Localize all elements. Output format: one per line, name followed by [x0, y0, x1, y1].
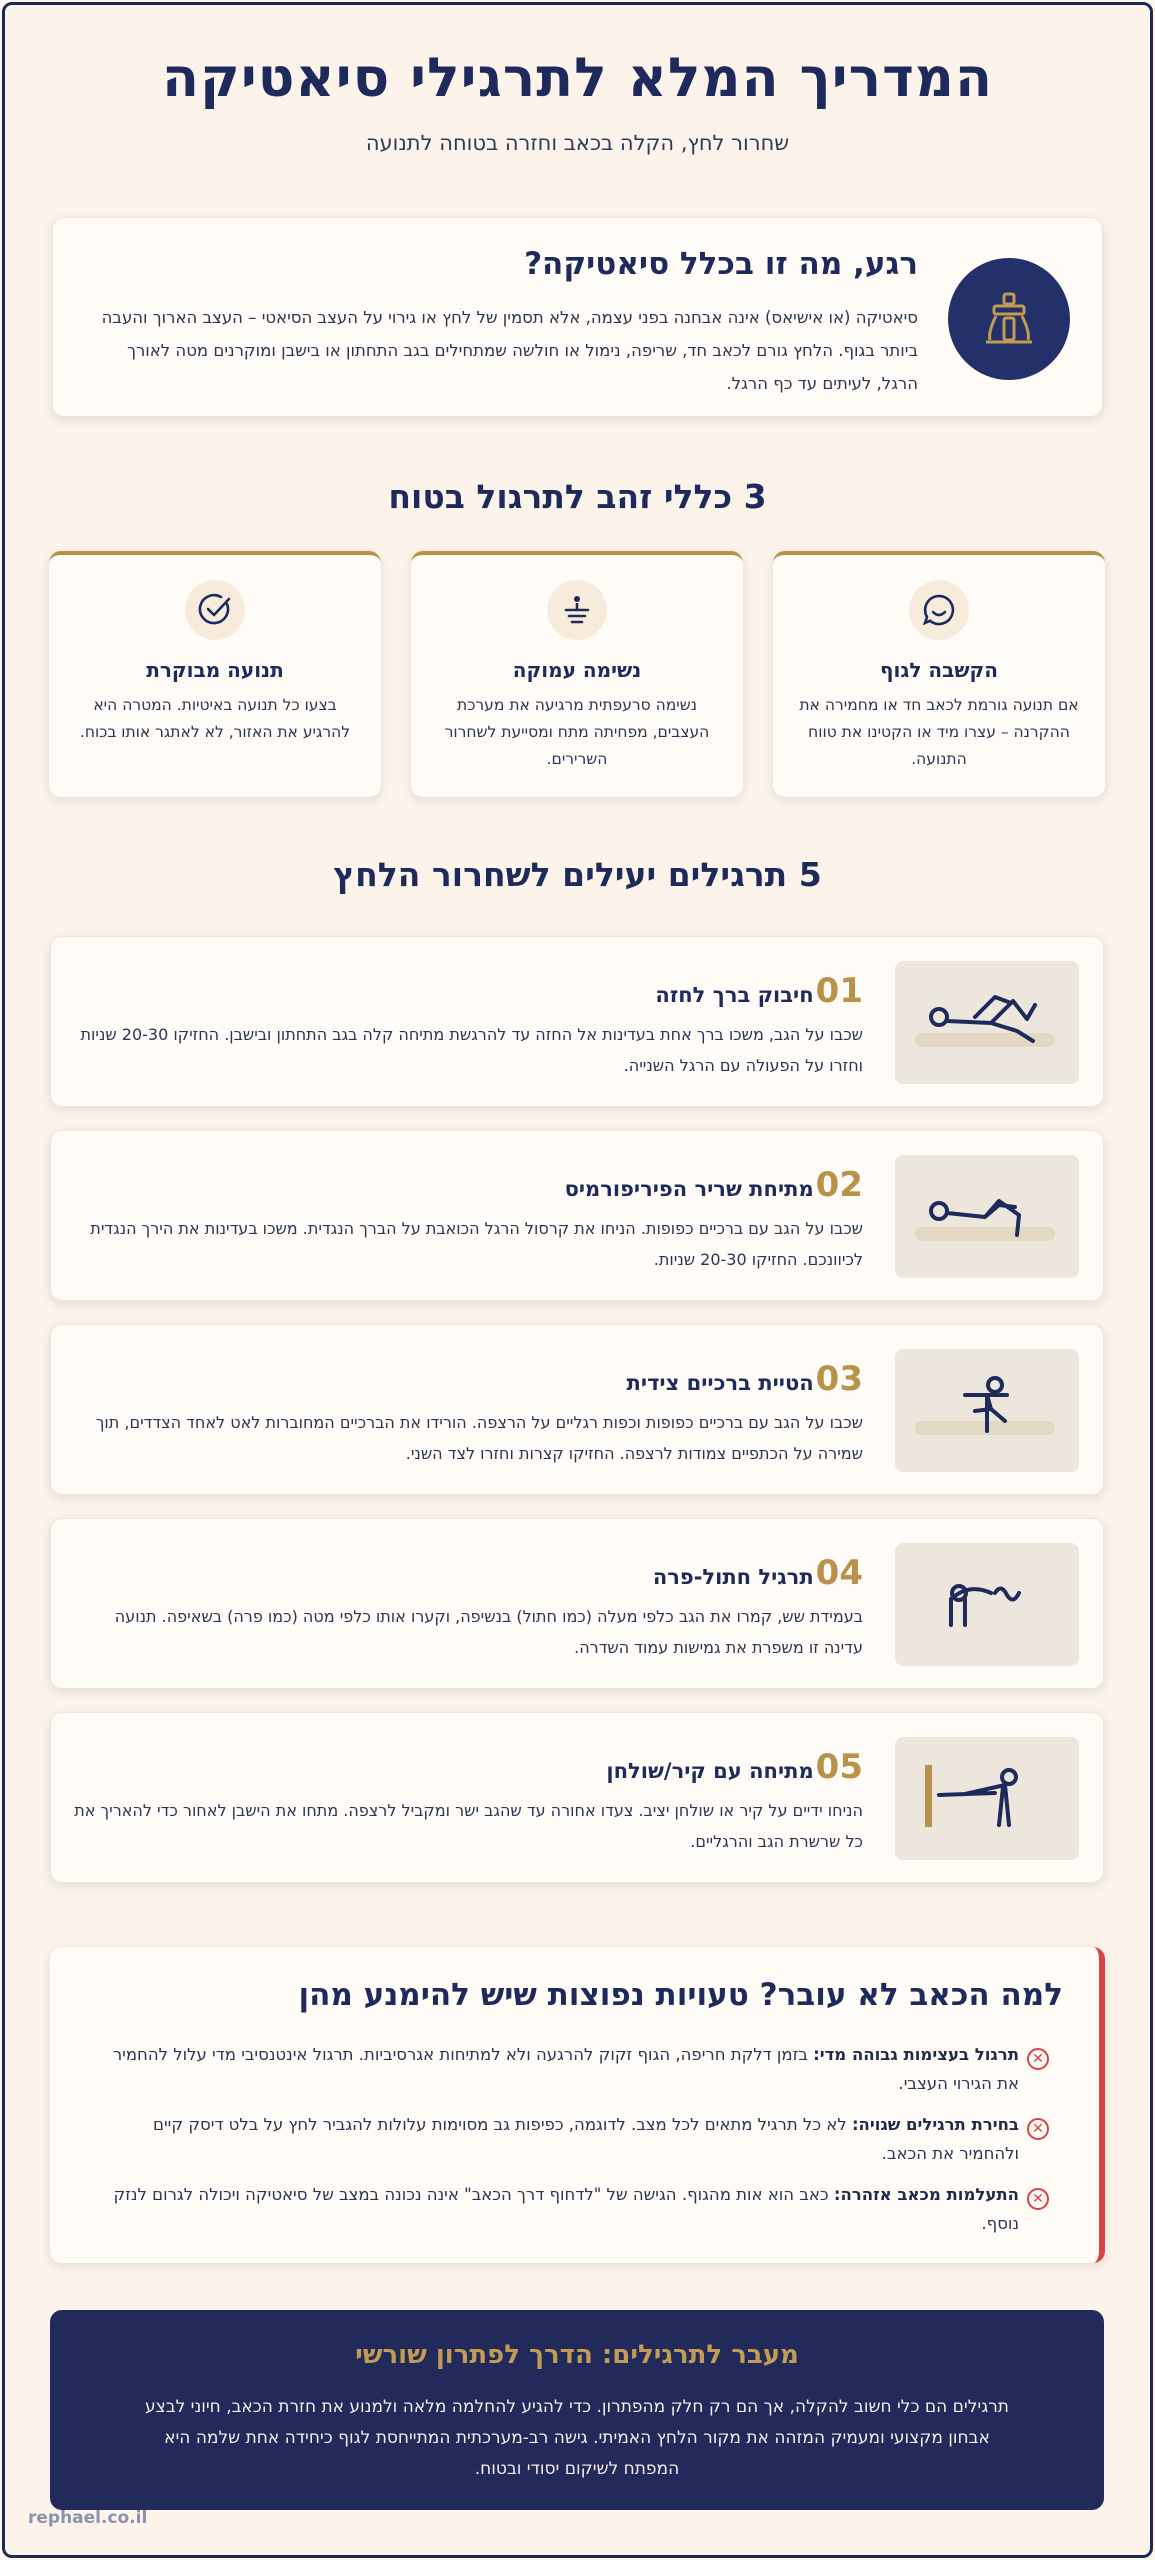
piriformis-illustration [895, 1155, 1079, 1278]
rules-title: 3 כללי זהב לתרגול בטוח [388, 477, 767, 516]
exercise-description: שכבו על הגב עם ברכיים כפופות וכפות רגליים על הרצפה. הורידו את הברכיים המחוברות לאט לאחד הצדדים, תוך שמירה על הכתפיים צמודות לרצפה. החזיקו קצרות וחזרו לצד השני. [95, 1413, 863, 1463]
exercise-card [50, 1518, 1104, 1689]
exercise-head [653, 1553, 863, 1593]
exercise-head [565, 1165, 863, 1205]
mistake-text: בזמן דלקת חריפה, הגוף זקוק להרגעה ולא למתיחות אגרסיביות. תרגול אינטנסיבי מדי עלול להחמיר את הגירוי העצבי. [112, 2045, 1019, 2093]
close-circle-icon: ✕ [1027, 2048, 1049, 2070]
rule-title: תנועה מבוקרת [146, 658, 284, 682]
rule-title: נשימה עמוקה [512, 658, 642, 682]
intro-card [52, 217, 1103, 417]
rule-text: בצעו כל תנועה באיטיות. המטרה היא להרגיע את האזור, לא לאתגר אותו בכוח. [79, 696, 351, 741]
beyond-title: מעבר לתרגילים: הדרך לפתרון שורשי [355, 2340, 799, 2370]
rule-text: נשימה סרעפתית מרגיעה את מערכת העצבים, מפחיתה מתח ומסייעת לשחרור השרירים. [444, 696, 710, 768]
mistake-heading: התעלמות מכאב אזהרה: [833, 2185, 1019, 2204]
close-circle-icon: ✕ [1027, 2118, 1049, 2140]
mistake-text: לא כל תרגיל מתאים לכל מצב. לדוגמה, כפיפות גב מסוימות עלולות להגביר לחץ על בלט דיסק קיים ולהחמיר את הכאב. [153, 2115, 1019, 2163]
knee-to-chest-illustration [895, 961, 1079, 1084]
intro-body: סיאטיקה (או אישיאס) אינה אבחנה בפני עצמה, אלא תסמין של לחץ או גירוי על העצב הסיאטי – העצב הארוך והעבה ביותר בגוף. הלחץ גורם לכאב חד, שריפה, נימול או חולשה שמתחילים בגב התחתון או בישבן ומוקרנים מטה לאורך הרגל, לעיתים עד כף הרגל. [101, 308, 918, 393]
exercise-description: הניחו ידיים על קיר או שולחן יציב. צעדו אחורה עד שהגב ישר ומקביל לרצפה. מתחו את הישבן לאחור כדי להאריך את כל שרשרת הגב והרגליים. [74, 1801, 863, 1851]
mistake-heading: בחירת תרגילים שגויה: [851, 2115, 1019, 2134]
exercise-head [655, 971, 863, 1011]
exercise-head [606, 1747, 863, 1787]
mistake-text: כאב הוא אות מהגוף. הגישה של "לדחוף דרך הכאב" אינה נכונה במצב של סיאטיקה ויכולה לגרום לנזק נוסף. [113, 2185, 1019, 2233]
exercises-title: 5 תרגילים יעילים לשחרור הלחץ [333, 855, 822, 894]
exercise-title: חיבוק ברך לחזה [655, 983, 814, 1007]
breath-icon [547, 580, 607, 640]
rule-card [411, 551, 743, 797]
exercise-card [50, 1130, 1104, 1301]
exercise-description: שכבו על הגב עם ברכיים כפופות. הניחו את קרסול הרגל הכואבת על הברך הנגדית. משכו בעדינות את הירך הנגדית לכיוונכם. החזיקו 20-30 שניות. [90, 1219, 863, 1269]
exercise-number: 03 [815, 1359, 863, 1399]
beyond-banner [50, 2310, 1104, 2510]
rule-title: הקשבה לגוף [880, 658, 998, 682]
knee-rotation-illustration [895, 1349, 1079, 1472]
exercise-title: תרגיל חתול-פרה [652, 1565, 814, 1589]
intro-title: רגע, מה זו בכלל סיאטיקה? [524, 246, 918, 282]
mistakes-list [89, 2040, 1049, 2250]
page-title: המדריך המלא לתרגילי סיאטיקה [161, 46, 994, 109]
exercise-title: מתיחה עם קיר/שולחן [606, 1759, 814, 1783]
spine-icon [948, 258, 1070, 380]
exercise-card [50, 1324, 1104, 1495]
cat-cow-illustration [895, 1543, 1079, 1666]
mistakes-title: למה הכאב לא עובר? טעויות נפוצות שיש להימנע מהן [298, 1977, 1063, 2013]
exercise-number: 02 [815, 1165, 863, 1205]
wall-stretch-illustration [895, 1737, 1079, 1860]
mistake-heading: תרגול בעצימות גבוהה מדי: [813, 2045, 1019, 2064]
beyond-text: תרגילים הם כלי חשוב להקלה, אך הם רק חלק מהפתרון. כדי להגיע להחלמה מלאה ולמנוע את חזרת הכאב, חיוני לבצע אבחון מקצועי ומעמיק המזהה את מקור הלחץ האמיתי. גישה רב-מערכתית המתייחסת לגוף כיחידה אחת שלמה היא המפתח לשיקום יסודי ובטוח. [145, 2397, 1009, 2479]
site-url[interactable]: rephael.co.il [28, 2508, 148, 2528]
exercise-card [50, 936, 1104, 1107]
exercise-description: שכבו על הגב, משכו ברך אחת בעדינות אל החזה עד להרגשת מתיחה קלה בגב התחתון ובישבן. החזיקו 20-30 שניות וחזרו על הפעולה עם הרגל השנייה. [80, 1025, 863, 1075]
chat-smile-icon [909, 580, 969, 640]
rule-text: אם תנועה גורמת לכאב חד או מחמירה את ההקרנה – עצרו מיד או הקטינו את טווח התנועה. [799, 696, 1079, 768]
exercise-head [627, 1359, 863, 1399]
exercise-number: 05 [815, 1747, 863, 1787]
exercise-number: 04 [815, 1553, 863, 1593]
rule-card [49, 551, 381, 797]
mistake-item [89, 2110, 1049, 2168]
exercise-description: בעמידת שש, קמרו את הגב כלפי מעלה (כמו חתול) בנשיפה, וקערו אותו כלפי מטה (כמו פרה) בשאיפה. תנועה עדינה זו משפרת את גמישות עמוד השדרה. [114, 1607, 863, 1657]
page-subtitle: שחרור לחץ, הקלה בכאב וחזרה בטוחה לתנועה [365, 131, 790, 155]
exercise-title: מתיחת שריר הפיריפורמיס [564, 1177, 814, 1201]
close-circle-icon: ✕ [1027, 2188, 1049, 2210]
hero [0, 46, 1155, 155]
exercise-card [50, 1712, 1104, 1883]
mistakes-card [50, 1947, 1105, 2263]
exercise-title: הטיית ברכיים צידית [626, 1371, 814, 1395]
rule-card [773, 551, 1105, 797]
mistake-item [89, 2180, 1049, 2238]
mistake-item [89, 2040, 1049, 2098]
check-circle-icon [185, 580, 245, 640]
exercise-number: 01 [815, 971, 863, 1011]
